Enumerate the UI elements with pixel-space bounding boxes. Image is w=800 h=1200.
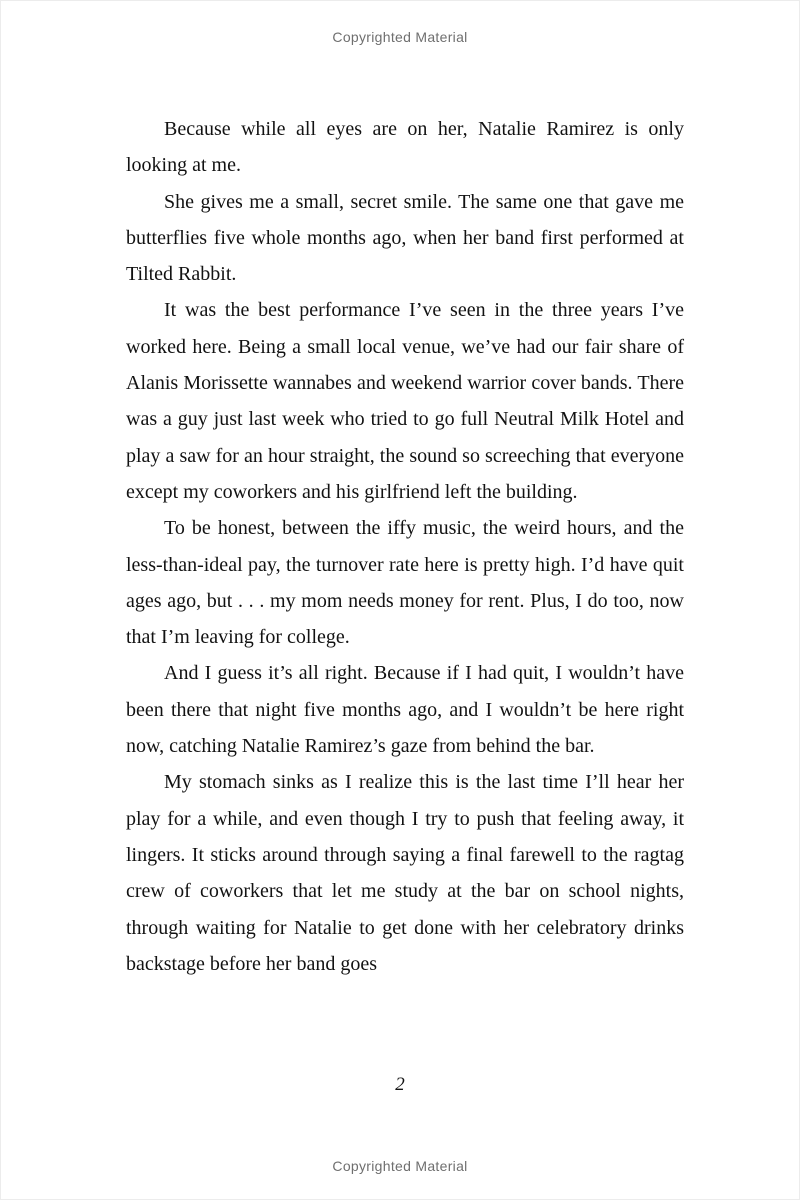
- paragraph: It was the best performance I’ve seen in the three years I’ve worked here. Being a small local venue, we’ve had our fair share of Alanis Morissette wannabes and weekend warrior cover bands. There was a guy just last week who tried to go full Neutral Milk Hotel and play a saw for an hour straight, the sound so screeching that everyone except my coworkers and his girlfriend left the building.: [126, 299, 684, 503]
- paragraph: My stomach sinks as I realize this is the last time I’ll hear her play for a while, and even though I try to push that feeling away, it lingers. It sticks around through saying a final farewell to the ragtag crew of coworkers that let me study at the bar on school nights, through waiting for Natalie to get done with her celebratory drinks backstage before her band goes: [126, 771, 684, 975]
- paragraph: She gives me a small, secret smile. The same one that gave me butterflies five whole months ago, when her band first performed at Tilted Rabbit.: [126, 190, 684, 286]
- paragraph: And I guess it’s all right. Because if I had quit, I wouldn’t have been there that night five months ago, and I wouldn’t be here right now, catching Natalie Ramirez’s gaze from behind the bar.: [126, 662, 684, 758]
- copyright-notice-top: Copyrighted Material: [332, 29, 468, 45]
- page-number: 2: [395, 1074, 405, 1095]
- paragraph: Because while all eyes are on her, Natalie Ramirez is only looking at me.: [126, 118, 684, 177]
- page-body: [126, 111, 684, 982]
- paragraph: To be honest, between the iffy music, the weird hours, and the less-than-ideal pay, the turnover rate here is pretty high. I’d have quit ages ago, but . . . my mom needs money for rent. Plus, I do too, now that I’m leaving for college.: [126, 517, 684, 649]
- copyright-notice-bottom: Copyrighted Material: [332, 1158, 468, 1174]
